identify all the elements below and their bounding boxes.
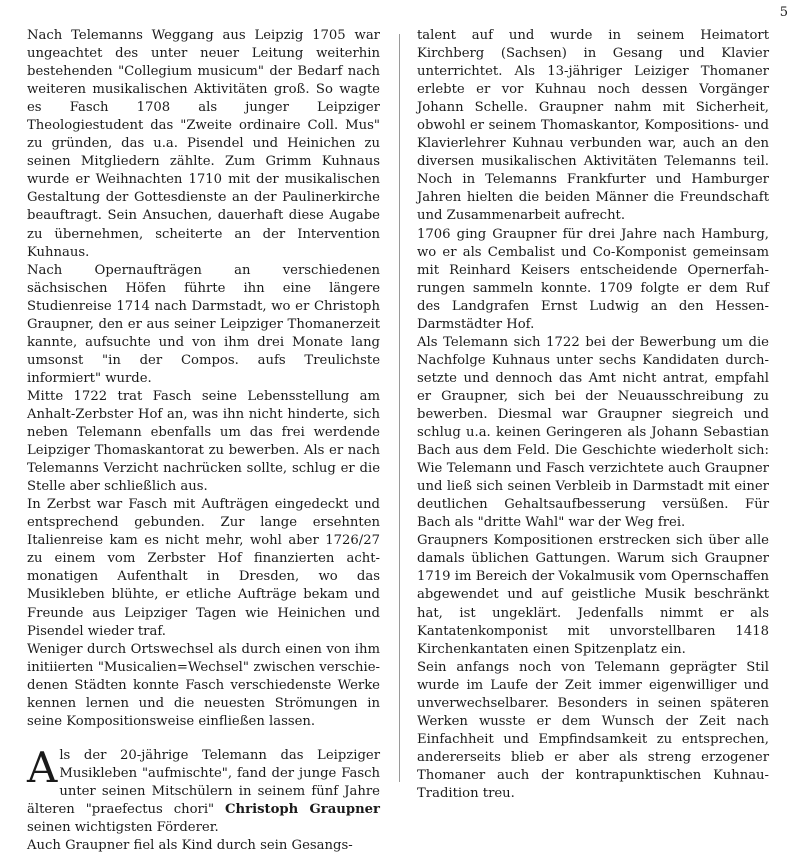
drop-cap-initial: A bbox=[27, 742, 58, 792]
column-divider bbox=[399, 34, 400, 782]
page-number: 5 bbox=[779, 5, 788, 20]
paragraph-kompositionen: Graupners Kompositionen erstrecken sich über alle damals üblichen Gattungen. Warum sich Graupner 1719 im Bereich der Vokalmusik vom Opernschaffen abgewendet und auf geistliche Musik beschränkt hat, ist ungeklärt. Jedenfalls nimmt er als Kantatenkomponist mit unvorstellbaren 1418 Kirchenkantaten einen Spitzenplatz ein. bbox=[417, 533, 769, 657]
paragraph-opernauftraege: Nach Opernaufträgen an verschiedenen sächsischen Höfen führte ihn eine längere Studienreise 1714 nach Darmstadt, wo er Christoph Graupner, den er aus seiner Leipziger Thomanerzeit kannte, aufsuchte und von ihm drei Monate lang umsonst "in der Compos. aufs Treulichste informiert" wurde. bbox=[27, 262, 380, 386]
paragraph-hamburg-1706: 1706 ging Graupner für drei Jahre nach Hamburg, wo er als Cembalist und Co-Komponist gemeinsam mit Reinhard Keisers entscheidende Opernerfahrungen sammeln konnte. 1709 folgte er dem Ruf des Landgrafen Ernst Ludwig an den Hessen-Darmstädter Hof. bbox=[417, 226, 769, 332]
dropcap-text-after: seinen wichtigsten Förderer. bbox=[27, 820, 219, 836]
left-column bbox=[27, 27, 380, 855]
paragraph-gesangstalent: talent auf und wurde in seinem Heimatort Kirchberg (Sachsen) in Gesang und Klavier unterrichtet. Als 13-jähriger Leiziger Thomaner erlebte er vor Kuhnau noch dessen Vorgänger Johann Schelle. Graupner nahm mit Sicherheit, obwohl er seinem Thomaskantor, Kompositions- und Klavierlehrer Kuhnau verbunden war, auch an den diversen musikalischen Aktivitäten Telemanns teil. Noch in Telemanns Frankfurter und Hamburger Jahren hielten die beiden Männer die Freundschaft und Zusammenarbeit aufrecht. bbox=[417, 28, 769, 224]
paragraph-zerbst: In Zerbst war Fasch mit Aufträgen eingedeckt und entsprechend gebunden. Zur lange ersehnten Italienreise kam es nicht mehr, wohl aber 1726/27 zu einem vom Zerbster Hof finanzierten achtmonatigen Aufenthalt in Dresden, wo das Musikleben blühte, er etliche Aufträge bekam und Freunde aus Leipziger Tagen wie Heinichen und Pisendel wieder traf. bbox=[27, 497, 380, 639]
dropcap-text-before: ls der 20-jährige Telemann das Leipziger Musikleben "aufmischte", fand der junge Fasch unter seinen Mitschülern in seinem fünf Jahre älteren "praefectus chori" bbox=[27, 747, 380, 817]
paragraph-dropcap-graupner bbox=[27, 742, 380, 837]
paragraph-graupner-kind: Auch Graupner fiel als Kind durch sein Gesangs- bbox=[27, 838, 353, 854]
bold-name-christoph-graupner: Christoph Graupner bbox=[225, 801, 380, 817]
paragraph-mitte-1722: Mitte 1722 trat Fasch seine Lebensstellung am Anhalt-Zerbster Hof an, was ihn nicht hinderte, sich neben Telemann ebenfalls um das frei werdende Leipziger Thomaskantorat zu bewerben. Als er nach Telemanns Verzicht nachrücken sollte, schlug er die Stelle aber schließlich aus. bbox=[27, 388, 380, 495]
paragraph-musicalien-wechsel: Weniger durch Ortswechsel als durch einen von ihm initiierten "Musicalien=Wechsel" zwischen verschiedenen Städten konnte Fasch verschiedenste Werke kennen lernen und die neuesten Strömungen in seine Kompositionsweise einfließen lassen. bbox=[27, 641, 380, 729]
paragraph-bewerbung-1722: Als Telemann sich 1722 bei der Bewerbung um die Nachfolge Kuhnaus unter sechs Kandidaten durchsetzte und dennoch das Amt nicht antrat, empfahl er Graupner, sich bei der Neuausschreibung zu bewerben. Diesmal war Graupner siegreich und schlug u.a. keinen Geringeren als Johann Sebastian Bach aus dem Feld. Die Geschichte wiederholt sich: Wie Telemann und Fasch verzichtete auch Graupner und ließ sich seinen Verbleib in Darmstadt mit einer deutlichen Gehaltsaufbesserung versüßen. Für Bach als "dritte Wahl" war der Weg frei. bbox=[417, 334, 769, 531]
paragraph-telemann-weggang: Nach Telemanns Weggang aus Leipzig 1705 war ungeachtet des unter neuer Leitung weiterhin bestehenden "Collegium musicum" der Bedarf nach weiteren musikalischen Aktivitäten groß. So wagte es Fasch 1708 als junger Leipziger Theologiestudent das "Zweite ordinaire Coll. Mus" zu gründen, das u.a. Pisendel und Heinichen zu seinen Mitgliedern zählte. Zum Grimm Kuhnaus wurde er Weihnachten 1710 mit der musikalischen Gestaltung der Gottesdienste an der Paulinerkirche beauftragt. Sein Ansuchen, dauerhaft diese Augabe zu übernehmen, scheiterte an der Intervention Kuhnaus. bbox=[27, 28, 380, 260]
paragraph-stil: Sein anfangs noch von Telemann geprägter Stil wurde im Laufe der Zeit immer eigenwilliger und unverwechselbarer. Besonders in seinen späteren Werken wusste er dem Wunsch der Zeit nach Einfachheit und Empfindsamkeit zu entsprechen, andererseits blieb er aber als streng erzogener Thomaner auch der kontrapunktischen Kuhnau-Tradition treu. bbox=[417, 659, 769, 801]
right-column bbox=[417, 27, 769, 803]
